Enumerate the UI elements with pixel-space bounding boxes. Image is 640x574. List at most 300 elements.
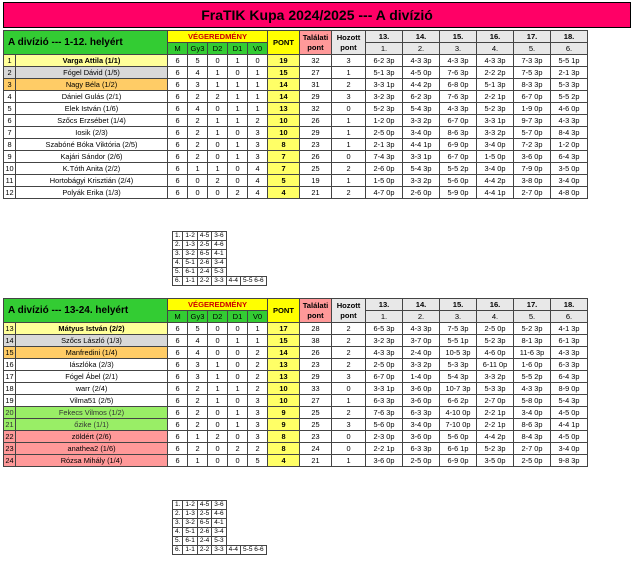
round-subheader: 5. bbox=[514, 311, 551, 323]
schedule-cell: 4-4 bbox=[226, 546, 240, 555]
round-result: 6-7 0p bbox=[366, 371, 403, 383]
player-name: Fógel Dávid (1/5) bbox=[16, 67, 168, 79]
stat-m: 6 bbox=[168, 115, 188, 127]
stat-m: 6 bbox=[168, 91, 188, 103]
round-result: 10-5 3p bbox=[440, 347, 477, 359]
schedule-cell: 6-5 bbox=[197, 250, 211, 259]
stat-gy3: 4 bbox=[188, 67, 208, 79]
stat-gy3: 2 bbox=[188, 419, 208, 431]
stat-m: 6 bbox=[168, 55, 188, 67]
round-result: 4-7 0p bbox=[366, 187, 403, 199]
stat-d2: 2 bbox=[208, 431, 228, 443]
rank-cell: 10 bbox=[5, 163, 14, 173]
round-result: 2-7 0p bbox=[514, 187, 551, 199]
round-result: 1-9 0p bbox=[514, 103, 551, 115]
player-name: Manfredini (1/4) bbox=[16, 347, 168, 359]
round-header: 13. bbox=[366, 31, 403, 43]
hozott-cell: 0 bbox=[332, 443, 366, 455]
division-title: A divízió --- 13-24. helyért bbox=[4, 299, 168, 323]
schedule-cell: 2. bbox=[173, 510, 183, 519]
schedule-cell: 3. bbox=[173, 250, 183, 259]
schedule-cell: 1-1 bbox=[183, 277, 197, 286]
stat-v0: 4 bbox=[248, 163, 268, 175]
stat-d2: 0 bbox=[208, 103, 228, 115]
stat-v0: 3 bbox=[248, 395, 268, 407]
schedule-cell: 5. bbox=[173, 268, 183, 277]
schedule-cell: 2-6 bbox=[197, 259, 211, 268]
round-result: 4-3 3p bbox=[403, 323, 440, 335]
stat-d1: 0 bbox=[228, 371, 248, 383]
stat-v0: 2 bbox=[248, 371, 268, 383]
round-result: 8-4 3p bbox=[551, 127, 588, 139]
round-result: 1-2 0p bbox=[366, 115, 403, 127]
schedule-cell: 5-1 bbox=[183, 259, 197, 268]
stat-gy3: 1 bbox=[188, 431, 208, 443]
stat-m: 6 bbox=[168, 323, 188, 335]
stat-v0: 2 bbox=[248, 359, 268, 371]
hozott-cell: 2 bbox=[332, 323, 366, 335]
round-result: 6-7 0p bbox=[514, 91, 551, 103]
stat-d2: 0 bbox=[208, 443, 228, 455]
stat-m: 6 bbox=[168, 359, 188, 371]
talalati-header bbox=[300, 299, 332, 323]
stat-d2: 2 bbox=[208, 91, 228, 103]
stat-v0: 1 bbox=[248, 67, 268, 79]
pont-header: PONT bbox=[268, 299, 300, 323]
stat-gy3: 3 bbox=[188, 371, 208, 383]
rank-cell: 14 bbox=[5, 335, 14, 345]
stat-m: 6 bbox=[168, 431, 188, 443]
schedule-cell: 3-2 bbox=[183, 250, 197, 259]
round-subheader: 3. bbox=[440, 43, 477, 55]
round-result: 7-6 3p bbox=[440, 67, 477, 79]
talalati-cell: 26 bbox=[300, 347, 332, 359]
hozott-cell: 3 bbox=[332, 371, 366, 383]
round-result: 6-1 3p bbox=[551, 335, 588, 347]
points-cell: 14 bbox=[268, 79, 300, 91]
player-name: Hortobágyi Krisztián (2/4) bbox=[16, 175, 168, 187]
round-result: 4-3 3p bbox=[366, 347, 403, 359]
schedule-cell: 6-5 bbox=[197, 519, 211, 528]
stat-v0: 4 bbox=[248, 175, 268, 187]
table-row bbox=[4, 79, 588, 91]
talalati-cell: 25 bbox=[300, 407, 332, 419]
round-result: 3-6 0p bbox=[366, 455, 403, 467]
round-result: 4-4 2p bbox=[477, 431, 514, 443]
stat-d1: 1 bbox=[228, 151, 248, 163]
points-cell: 10 bbox=[268, 395, 300, 407]
round-result: 3-6 0p bbox=[403, 383, 440, 395]
hozott-cell: 2 bbox=[332, 347, 366, 359]
player-name: Iászlóka (2/3) bbox=[16, 359, 168, 371]
round-subheader: 5. bbox=[514, 43, 551, 55]
stat-d1: 1 bbox=[228, 115, 248, 127]
round-result: 6-3 3p bbox=[403, 443, 440, 455]
table-row bbox=[4, 419, 588, 431]
talalati-cell: 32 bbox=[300, 55, 332, 67]
player-name: Iosik (2/3) bbox=[16, 127, 168, 139]
stat-col-header: D1 bbox=[228, 43, 248, 55]
stat-d2: 1 bbox=[208, 383, 228, 395]
stat-d1: 0 bbox=[228, 175, 248, 187]
round-result: 3-4 0p bbox=[551, 175, 588, 187]
stat-m: 6 bbox=[168, 395, 188, 407]
stat-d1: 0 bbox=[228, 127, 248, 139]
round-subheader: 4. bbox=[477, 43, 514, 55]
stat-d2: 0 bbox=[208, 55, 228, 67]
player-name: őzike (1/1) bbox=[16, 419, 168, 431]
stat-gy3: 0 bbox=[188, 175, 208, 187]
round-result: 2-2 1p bbox=[477, 407, 514, 419]
round-result: 5-4 3p bbox=[440, 371, 477, 383]
hozott-header bbox=[332, 299, 366, 323]
round-result: 3-3 2p bbox=[403, 359, 440, 371]
schedule-row bbox=[173, 250, 267, 259]
points-cell: 5 bbox=[268, 175, 300, 187]
hozott-cell: 2 bbox=[332, 359, 366, 371]
schedule-cell: 2-5 bbox=[197, 510, 211, 519]
round-result: 2-6 0p bbox=[403, 187, 440, 199]
round-result: 3-3 1p bbox=[366, 79, 403, 91]
talalati-cell: 29 bbox=[300, 371, 332, 383]
round-header: 17. bbox=[514, 299, 551, 311]
stat-gy3: 4 bbox=[188, 347, 208, 359]
rank-cell: 20 bbox=[5, 407, 14, 417]
schedule-cell: 6. bbox=[173, 546, 183, 555]
player-name: Kajári Sándor (2/6) bbox=[16, 151, 168, 163]
round-result: 3-3 1p bbox=[477, 115, 514, 127]
round-result: 2-6 0p bbox=[366, 163, 403, 175]
talalati-cell: 24 bbox=[300, 443, 332, 455]
player-name: Szabóné Bóka Viktória (2/5) bbox=[16, 139, 168, 151]
table-row bbox=[4, 163, 588, 175]
points-cell: 15 bbox=[268, 335, 300, 347]
round-result: 7-6 3p bbox=[366, 407, 403, 419]
round-result: 3-3 2p bbox=[403, 115, 440, 127]
rank-cell: 16 bbox=[5, 359, 14, 369]
schedule-cell: 3-4 bbox=[212, 528, 226, 537]
stat-v0: 2 bbox=[248, 383, 268, 395]
rank-cell: 1 bbox=[4, 55, 16, 67]
round-result: 5-2 3p bbox=[477, 443, 514, 455]
round-result: 9-8 3p bbox=[551, 455, 588, 467]
stat-col-header: Gy3 bbox=[188, 43, 208, 55]
table-row bbox=[4, 103, 588, 115]
player-name: Rózsa Mihály (1/4) bbox=[16, 455, 168, 467]
table-row bbox=[4, 383, 588, 395]
round-result: 4-4 2p bbox=[403, 79, 440, 91]
stat-gy3: 3 bbox=[188, 79, 208, 91]
hozott-label-2: pont bbox=[340, 42, 357, 52]
round-result: 5-7 0p bbox=[514, 127, 551, 139]
rank-cell: 12 bbox=[5, 187, 14, 197]
round-result: 8-6 3p bbox=[514, 419, 551, 431]
round-result: 2-2 1p bbox=[366, 443, 403, 455]
stat-d1: 1 bbox=[228, 91, 248, 103]
stat-d2: 0 bbox=[208, 151, 228, 163]
stat-gy3: 2 bbox=[188, 139, 208, 151]
stat-d1: 1 bbox=[228, 419, 248, 431]
schedule-cell: 3. bbox=[173, 519, 183, 528]
schedule-cell: 6-1 bbox=[183, 537, 197, 546]
points-cell: 14 bbox=[268, 347, 300, 359]
talalati-cell: 23 bbox=[300, 139, 332, 151]
round-result: 7-9 0p bbox=[514, 163, 551, 175]
stat-col-header: D2 bbox=[208, 43, 228, 55]
points-cell: 9 bbox=[268, 407, 300, 419]
round-result: 8-4 3p bbox=[514, 431, 551, 443]
table-row bbox=[4, 67, 588, 79]
table-row bbox=[4, 175, 588, 187]
points-cell: 7 bbox=[268, 163, 300, 175]
schedule-cell: 3-2 bbox=[183, 519, 197, 528]
round-result: 5-1 3p bbox=[477, 79, 514, 91]
table-row bbox=[4, 55, 588, 67]
round-result: 5-8 0p bbox=[514, 395, 551, 407]
schedule-cell: 4. bbox=[173, 259, 183, 268]
talalati-cell: 27 bbox=[300, 395, 332, 407]
player-name: Nagy Béla (1/2) bbox=[16, 79, 168, 91]
round-result: 2-5 0p bbox=[403, 455, 440, 467]
round-subheader: 3. bbox=[440, 311, 477, 323]
round-result: 4-4 1p bbox=[403, 139, 440, 151]
table-row bbox=[4, 91, 588, 103]
points-cell: 8 bbox=[268, 431, 300, 443]
stat-gy3: 1 bbox=[188, 163, 208, 175]
round-result: 4-6 0p bbox=[477, 347, 514, 359]
schedule-cell: 4-6 bbox=[212, 510, 226, 519]
stat-m: 6 bbox=[168, 67, 188, 79]
stat-gy3: 4 bbox=[188, 103, 208, 115]
round-result: 3-4 0p bbox=[477, 163, 514, 175]
schedule-cell: 4-1 bbox=[212, 250, 226, 259]
round-result: 5-2 3p bbox=[514, 323, 551, 335]
hozott-label: Hozott bbox=[336, 300, 361, 310]
schedule-row bbox=[173, 537, 267, 546]
round-result: 8-3 3p bbox=[514, 79, 551, 91]
rank-cell: 5 bbox=[4, 103, 16, 115]
schedule-cell: 1-3 bbox=[183, 241, 197, 250]
schedule-cell: 4-4 bbox=[226, 277, 240, 286]
schedule-row bbox=[173, 501, 267, 510]
stat-v0: 1 bbox=[248, 79, 268, 91]
hozott-cell: 2 bbox=[332, 335, 366, 347]
talalati-cell: 21 bbox=[300, 187, 332, 199]
rank-cell: 22 bbox=[5, 431, 14, 441]
stat-d1: 0 bbox=[228, 347, 248, 359]
stat-d2: 1 bbox=[208, 127, 228, 139]
hozott-label-2: pont bbox=[340, 310, 357, 320]
rank-cell: 8 bbox=[4, 139, 16, 151]
round-header: 17. bbox=[514, 31, 551, 43]
hozott-cell: 1 bbox=[332, 139, 366, 151]
table-row bbox=[4, 395, 588, 407]
stat-m: 6 bbox=[168, 79, 188, 91]
hozott-cell: 1 bbox=[332, 67, 366, 79]
stat-gy3: 3 bbox=[188, 359, 208, 371]
schedule-row bbox=[173, 241, 267, 250]
round-result: 6-9 0p bbox=[440, 455, 477, 467]
stat-m: 6 bbox=[168, 419, 188, 431]
round-result: 4-3 3p bbox=[440, 103, 477, 115]
round-result: 3-2 3p bbox=[366, 335, 403, 347]
talalati-cell: 19 bbox=[300, 175, 332, 187]
rank-cell: 7 bbox=[4, 127, 16, 139]
round-result: 7-10 0p bbox=[440, 419, 477, 431]
hozott-cell: 2 bbox=[332, 79, 366, 91]
schedule-cell: 1. bbox=[173, 232, 183, 241]
stat-v0: 4 bbox=[248, 187, 268, 199]
round-result: 3-4 0p bbox=[477, 139, 514, 151]
points-cell: 10 bbox=[268, 115, 300, 127]
player-name: K.Tóth Anita (2/2) bbox=[16, 163, 168, 175]
round-result: 6-7 0p bbox=[440, 151, 477, 163]
round-result: 5-2 3p bbox=[477, 103, 514, 115]
round-result: 5-2 3p bbox=[477, 335, 514, 347]
stat-gy3: 2 bbox=[188, 443, 208, 455]
stat-d1: 1 bbox=[228, 407, 248, 419]
round-result: 2-5 0p bbox=[514, 455, 551, 467]
talalati-cell: 33 bbox=[300, 383, 332, 395]
stat-d1: 1 bbox=[228, 335, 248, 347]
hozott-cell: 3 bbox=[332, 419, 366, 431]
round-result: 9-7 3p bbox=[514, 115, 551, 127]
schedule-cell: 1-3 bbox=[183, 510, 197, 519]
stat-d1: 0 bbox=[228, 431, 248, 443]
standings-table-1-12 bbox=[3, 30, 588, 199]
round-result: 11-6 3p bbox=[514, 347, 551, 359]
round-result: 4-3 3p bbox=[551, 115, 588, 127]
round-result: 8-6 3p bbox=[440, 127, 477, 139]
hozott-cell: 1 bbox=[332, 455, 366, 467]
talalati-cell: 27 bbox=[300, 67, 332, 79]
talalati-cell: 31 bbox=[300, 79, 332, 91]
stat-v0: 3 bbox=[248, 151, 268, 163]
stat-gy3: 2 bbox=[188, 127, 208, 139]
round-result: 5-2 3p bbox=[366, 103, 403, 115]
round-result: 3-6 0p bbox=[403, 431, 440, 443]
round-result: 4-1 3p bbox=[551, 323, 588, 335]
schedule-row bbox=[173, 277, 267, 286]
schedule-cell: 3-6 bbox=[212, 501, 226, 510]
round-result: 2-2 1p bbox=[477, 419, 514, 431]
round-header: 13. bbox=[366, 299, 403, 311]
round-result: 3-3 2p bbox=[403, 175, 440, 187]
round-result: 3-4 0p bbox=[403, 419, 440, 431]
stat-gy3: 5 bbox=[188, 55, 208, 67]
round-result: 4-6 0p bbox=[551, 103, 588, 115]
schedule-cell: 5. bbox=[173, 537, 183, 546]
stat-gy3: 2 bbox=[188, 91, 208, 103]
round-result: 3-6 0p bbox=[403, 395, 440, 407]
stat-col-header: V0 bbox=[248, 43, 268, 55]
stat-m: 6 bbox=[168, 443, 188, 455]
round-result: 5-1 3p bbox=[366, 67, 403, 79]
rank-cell: 21 bbox=[5, 419, 14, 429]
stat-d2: 1 bbox=[208, 163, 228, 175]
table-row bbox=[4, 323, 588, 335]
round-result: 8-9 0p bbox=[551, 383, 588, 395]
round-subheader: 6. bbox=[551, 43, 588, 55]
round-result: 2-3 0p bbox=[366, 431, 403, 443]
round-result: 6-3 3p bbox=[366, 395, 403, 407]
stat-d2: 0 bbox=[208, 455, 228, 467]
schedule-cell: 3-3 bbox=[212, 277, 226, 286]
rank-cell: 4 bbox=[4, 91, 16, 103]
stat-v0: 2 bbox=[248, 347, 268, 359]
stat-v0: 2 bbox=[248, 115, 268, 127]
round-result: 3-4 0p bbox=[403, 127, 440, 139]
stat-v0: 3 bbox=[248, 407, 268, 419]
stat-v0: 5 bbox=[248, 455, 268, 467]
round-result: 4-3 3p bbox=[477, 55, 514, 67]
rank-cell: 19 bbox=[5, 395, 14, 405]
hozott-cell: 1 bbox=[332, 115, 366, 127]
stat-gy3: 1 bbox=[188, 455, 208, 467]
talalati-cell: 25 bbox=[300, 163, 332, 175]
round-result: 2-1 3p bbox=[366, 139, 403, 151]
stat-gy3: 4 bbox=[188, 335, 208, 347]
round-result: 2-7 0p bbox=[477, 395, 514, 407]
round-result: 2-5 0p bbox=[477, 323, 514, 335]
vegeredmeny-header: VÉGEREDMÉNY bbox=[168, 31, 268, 43]
stat-d2: 0 bbox=[208, 347, 228, 359]
stat-d2: 1 bbox=[208, 67, 228, 79]
round-result: 7-6 3p bbox=[440, 91, 477, 103]
round-result: 6-8 0p bbox=[440, 79, 477, 91]
hozott-cell: 0 bbox=[332, 151, 366, 163]
player-name: warr (2/4) bbox=[16, 383, 168, 395]
player-name: Fekecs Vilmos (1/2) bbox=[16, 407, 168, 419]
hozott-header bbox=[332, 31, 366, 55]
stat-gy3: 2 bbox=[188, 383, 208, 395]
rank-cell: 17 bbox=[5, 371, 14, 381]
schedule-cell: 4-5 bbox=[197, 232, 211, 241]
stat-gy3: 2 bbox=[188, 395, 208, 407]
stat-m: 6 bbox=[168, 347, 188, 359]
schedule-cell: 4-5 bbox=[197, 501, 211, 510]
schedule-row bbox=[173, 232, 267, 241]
round-result: 3-4 0p bbox=[551, 443, 588, 455]
stat-m: 6 bbox=[168, 139, 188, 151]
round-result: 5-6 0p bbox=[440, 175, 477, 187]
round-result: 3-3 1p bbox=[366, 383, 403, 395]
stat-d2: 1 bbox=[208, 395, 228, 407]
points-cell: 17 bbox=[268, 323, 300, 335]
talalati-label-2: pont bbox=[307, 42, 324, 52]
rank-cell: 3 bbox=[4, 79, 16, 91]
stat-d1: 0 bbox=[228, 359, 248, 371]
round-result: 4-5 0p bbox=[551, 431, 588, 443]
stat-col-header: Gy3 bbox=[188, 311, 208, 323]
round-result: 1-5 0p bbox=[477, 151, 514, 163]
player-name: Polyák Erika (1/3) bbox=[16, 187, 168, 199]
round-result: 1-4 0p bbox=[403, 371, 440, 383]
stat-gy3: 2 bbox=[188, 115, 208, 127]
player-name: Szőcs László (1/3) bbox=[16, 335, 168, 347]
stat-d1: 1 bbox=[228, 55, 248, 67]
stat-col-header: M bbox=[168, 43, 188, 55]
stat-v0: 3 bbox=[248, 127, 268, 139]
table-row bbox=[4, 127, 588, 139]
round-result: 4-5 0p bbox=[403, 67, 440, 79]
round-result: 4-4 2p bbox=[477, 175, 514, 187]
stat-gy3: 5 bbox=[188, 323, 208, 335]
round-result: 6-2 3p bbox=[366, 55, 403, 67]
round-header: 15. bbox=[440, 31, 477, 43]
player-name: zöldért (2/6) bbox=[16, 431, 168, 443]
round-result: 1-2 0p bbox=[551, 139, 588, 151]
